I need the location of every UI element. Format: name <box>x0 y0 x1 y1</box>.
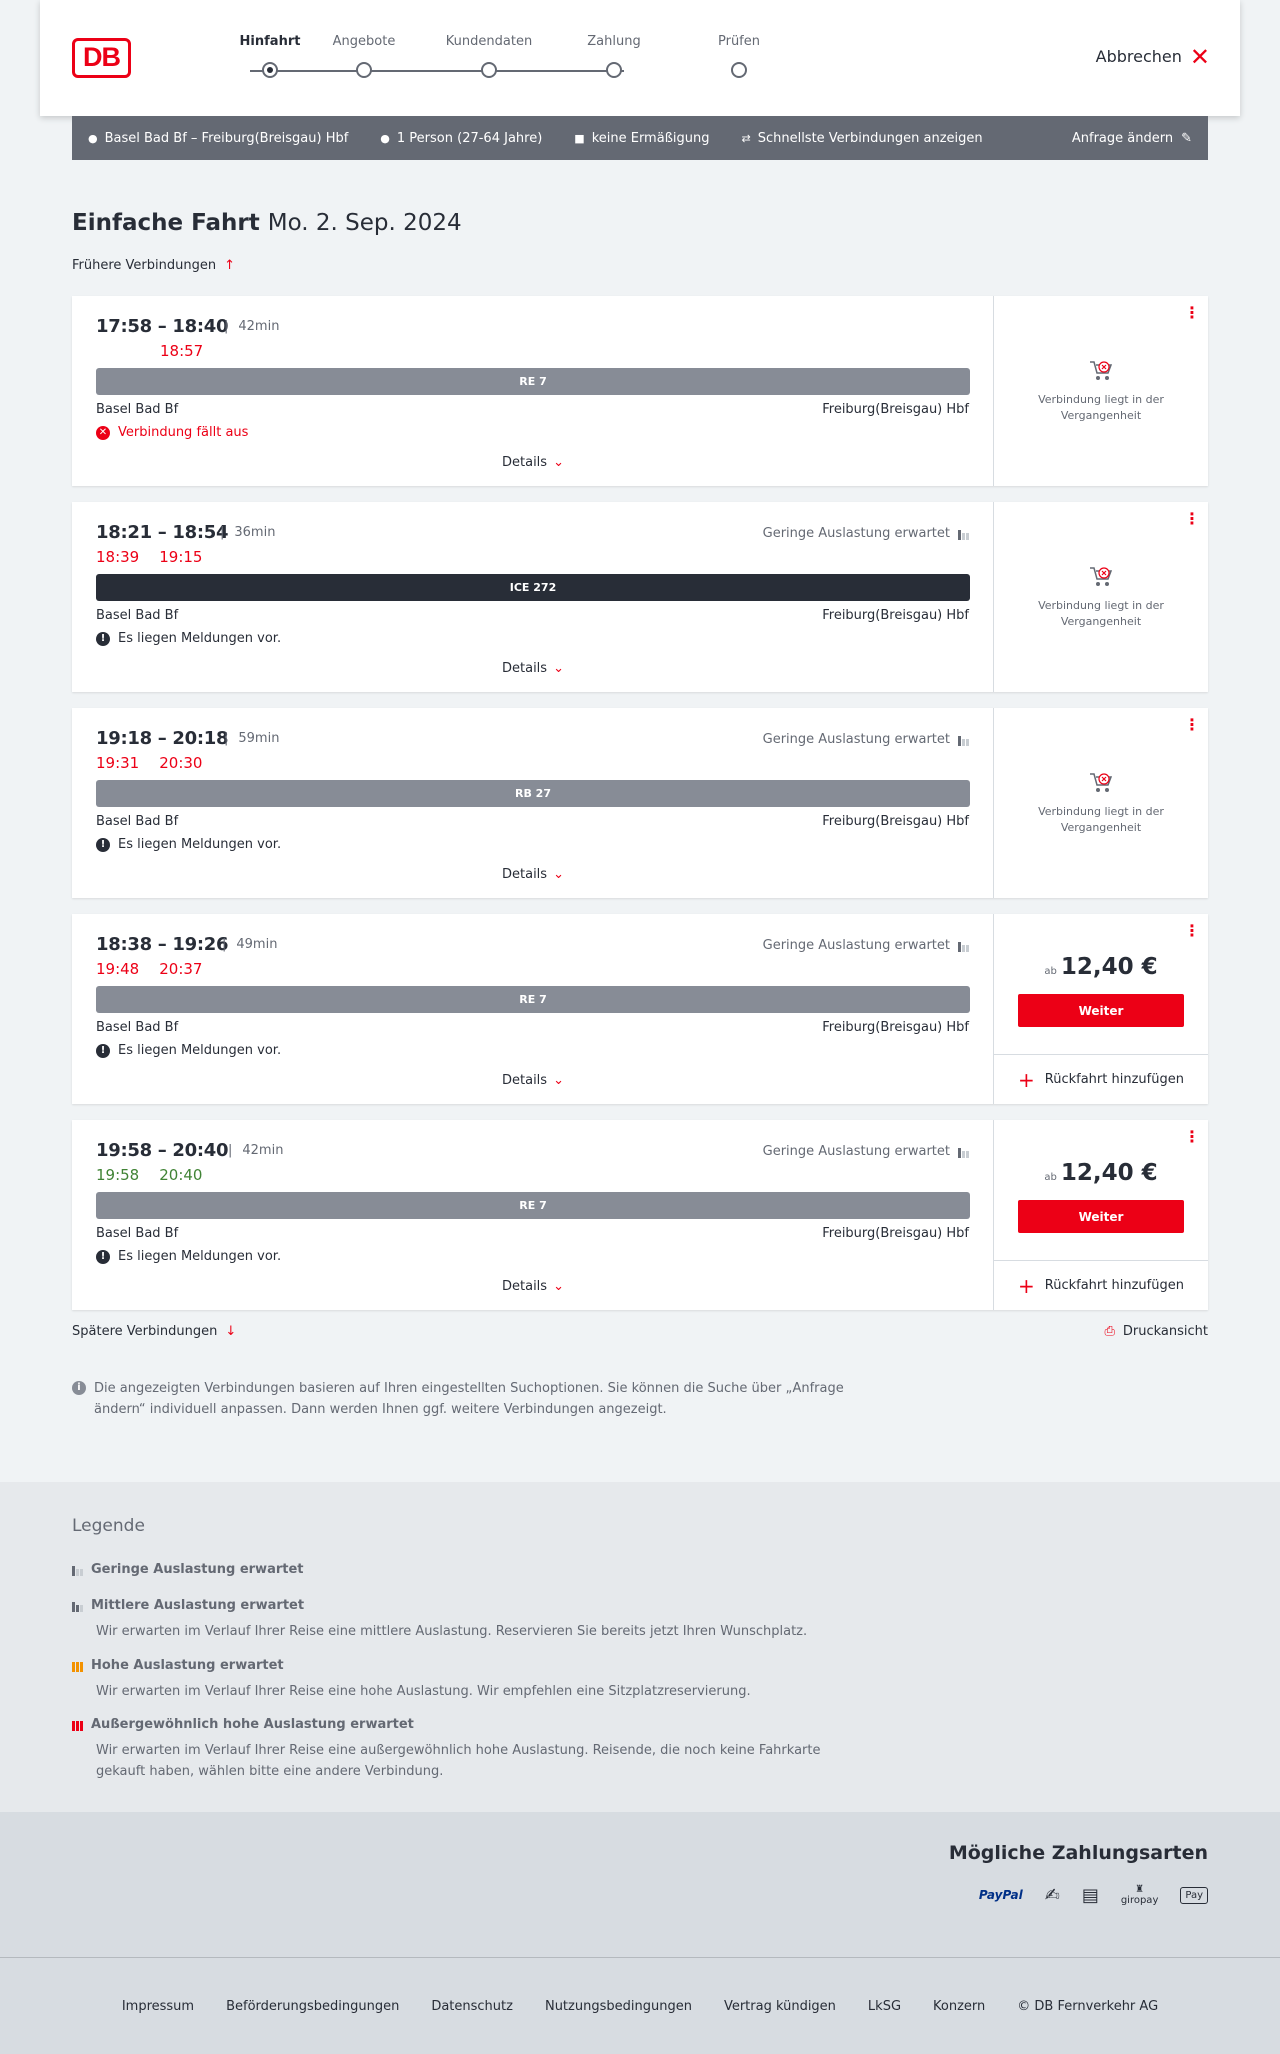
realtime-departure: 19:58 <box>96 1166 140 1184</box>
later-connections-link[interactable] <box>72 1324 236 1339</box>
step-label: Kundendaten <box>445 34 533 49</box>
change-request-button[interactable] <box>1072 131 1192 146</box>
offer-panel <box>994 914 1208 1104</box>
connection-info[interactable] <box>72 914 994 1104</box>
search-info-note <box>72 1378 852 1420</box>
more-options-icon[interactable]: ⋮ <box>1184 715 1200 734</box>
destination-station: Freiburg(Breisgau) Hbf <box>822 402 969 417</box>
footer-copyright: © DB Fernverkehr AG <box>1017 1998 1159 2014</box>
connection-card <box>72 502 1208 692</box>
connection-info[interactable] <box>72 502 994 692</box>
destination-station: Freiburg(Breisgau) Hbf <box>822 1226 969 1241</box>
step-dot <box>606 62 622 78</box>
step-zahlung <box>554 34 674 78</box>
legend-item-desc: Wir erwarten im Verlauf Ihrer Reise eine außergewöhnlich hohe Auslastung. Reisende, die noch keine Fahrkarte gekauft haben, wählen bitte eine andere Verbindung. <box>96 1743 821 1779</box>
fastest-info <box>741 131 982 146</box>
details-label: Details <box>502 661 548 676</box>
chevron-down-icon: ⌄ <box>553 1279 564 1294</box>
add-return-button[interactable] <box>994 1260 1208 1310</box>
connection-card <box>72 914 1208 1104</box>
notice-message <box>96 1249 281 1264</box>
payment-methods <box>0 1812 1280 1957</box>
price-amount: 12,40 € <box>1060 954 1158 980</box>
train-bar: RE 7 <box>96 1192 970 1219</box>
details-label: Details <box>502 867 548 882</box>
info-icon: i <box>72 1381 86 1395</box>
connection-info[interactable] <box>72 1120 994 1310</box>
notice-message <box>96 1043 281 1058</box>
route-info <box>88 131 348 146</box>
paypal-icon: PayPal <box>978 1888 1023 1902</box>
legend-item-medium <box>72 1598 872 1642</box>
destination-station: Freiburg(Breisgau) Hbf <box>822 608 969 623</box>
page-title <box>72 210 462 236</box>
close-icon: ✕ <box>1189 42 1210 71</box>
realtime-arrival: 19:15 <box>159 548 203 566</box>
progress-steps <box>210 34 760 84</box>
cancelled-message <box>96 425 248 440</box>
load-text: Geringe Auslastung erwartet <box>762 938 950 953</box>
route-text: Basel Bad Bf – Freiburg(Breisgau) Hbf <box>104 130 349 146</box>
planned-times: 19:18 – 20:18 <box>96 728 229 749</box>
planned-times: 19:58 – 20:40 <box>96 1140 229 1161</box>
apple-pay-icon <box>1180 1887 1208 1904</box>
legend-item-title: Mittlere Auslastung erwartet <box>91 1598 305 1613</box>
legend-item-title: Geringe Auslastung erwartet <box>91 1562 304 1577</box>
continue-button[interactable]: Weiter <box>1018 1200 1184 1233</box>
step-dot <box>356 62 372 78</box>
step-label: Hinfahrt <box>239 34 301 49</box>
change-label: Anfrage ändern <box>1071 130 1174 146</box>
message-text: Es liegen Meldungen vor. <box>118 837 282 852</box>
cart-unavailable-icon <box>1089 772 1113 794</box>
past-text: Verbindung liegt in der Vergangenheit <box>1038 805 1164 834</box>
apple-pay-label: Pay <box>1185 1889 1203 1901</box>
realtime-departure: 19:31 <box>96 754 140 772</box>
more-options-icon[interactable]: ⋮ <box>1184 1127 1200 1146</box>
load-text: Geringe Auslastung erwartet <box>762 526 950 541</box>
price-prefix: ab <box>1044 1172 1057 1183</box>
connection-info[interactable] <box>72 708 994 898</box>
payment-title: Mögliche Zahlungsarten <box>948 1842 1208 1864</box>
load-indicator <box>763 1144 969 1159</box>
high-load-icon <box>72 1660 83 1672</box>
chevron-down-icon: ⌄ <box>553 455 564 470</box>
alert-icon: ! <box>96 838 110 852</box>
details-toggle[interactable] <box>72 455 994 470</box>
traveller-info <box>380 131 542 146</box>
legend-item-high <box>72 1658 872 1702</box>
notice-message <box>96 837 281 852</box>
discount-text: keine Ermäßigung <box>591 130 710 146</box>
realtime-arrival: 20:30 <box>159 754 203 772</box>
sepa-icon: ▤ <box>1081 1884 1099 1906</box>
print-view-link[interactable] <box>1104 1324 1208 1339</box>
trip-type: Einfache Fahrt <box>72 210 260 236</box>
alert-icon: ! <box>96 1044 110 1058</box>
planned-times: 18:21 – 18:54 <box>96 522 229 543</box>
price-prefix: ab <box>1044 966 1057 977</box>
legend-item-desc: Wir erwarten im Verlauf Ihrer Reise eine mittlere Auslastung. Reservieren Sie bereits jetzt Ihren Wunschplatz. <box>96 1624 808 1639</box>
footer-link-impressum[interactable]: Impressum <box>121 1998 195 2014</box>
legend-title: Legende <box>72 1516 145 1536</box>
connection-card <box>72 1120 1208 1310</box>
more-options-icon[interactable]: ⋮ <box>1184 921 1200 940</box>
duration <box>222 937 277 952</box>
header <box>40 0 1240 116</box>
print-label: Druckansicht <box>1122 1324 1208 1339</box>
bahncard-icon: ■ <box>574 131 585 145</box>
person-icon: ● <box>380 131 390 145</box>
footer-link-konzern[interactable]: Konzern <box>933 1998 986 2014</box>
destination-station: Freiburg(Breisgau) Hbf <box>822 1020 969 1035</box>
planned-times: 17:58 – 18:40 <box>96 316 229 337</box>
details-toggle[interactable] <box>72 867 994 882</box>
arrow-down-icon: ↓ <box>225 1324 237 1339</box>
load-indicator <box>763 938 969 953</box>
train-bar: RB 27 <box>96 780 970 807</box>
cancelled-icon: ✕ <box>96 426 110 440</box>
cart-unavailable-icon <box>1089 360 1113 382</box>
cancel-label: Abbrechen <box>1095 47 1182 66</box>
connection-card <box>72 296 1208 486</box>
step-pruefen <box>679 34 799 78</box>
realtime <box>96 342 203 360</box>
realtime <box>96 548 202 566</box>
message-text: Es liegen Meldungen vor. <box>118 631 282 646</box>
traveller-text: 1 Person (27-64 Jahre) <box>396 130 543 146</box>
realtime <box>96 1166 202 1184</box>
legend-section <box>0 1482 1280 1812</box>
offer-panel <box>994 296 1208 486</box>
planned-times: 18:38 – 19:26 <box>96 934 229 955</box>
details-label: Details <box>502 1279 548 1294</box>
footer-link-lksg[interactable]: LkSG <box>867 1998 902 2014</box>
plus-icon: + <box>1018 1273 1035 1298</box>
train-bar: RE 7 <box>96 986 970 1013</box>
origin-station: Basel Bad Bf <box>96 608 179 623</box>
price <box>994 954 1208 980</box>
realtime-arrival: 20:37 <box>159 960 203 978</box>
past-text: Verbindung liegt in der Vergangenheit <box>1038 393 1164 422</box>
discount-info <box>574 131 709 146</box>
footer <box>0 1957 1280 2054</box>
low-load-icon <box>72 1564 83 1576</box>
duration-text: 49min <box>236 937 278 952</box>
legend-item-title: Außergewöhnlich hohe Auslastung erwartet <box>91 1717 414 1732</box>
location-pin-icon: ● <box>88 131 98 145</box>
low-load-icon <box>958 734 969 746</box>
step-label: Prüfen <box>717 34 760 49</box>
chevron-down-icon: ⌄ <box>553 867 564 882</box>
realtime-arrival: 20:40 <box>159 1166 203 1184</box>
cancel-button[interactable] <box>1095 42 1210 71</box>
train-bar: ICE 272 <box>96 574 970 601</box>
legend-item-title: Hohe Auslastung erwartet <box>91 1658 284 1673</box>
note-text: Die angezeigten Verbindungen basieren auf Ihren eingestellten Suchoptionen. Sie können die Suche über „Anfrage ändern“ individuell anpassen. Dann werden Ihnen ggf. weitere Verbindungen angezeigt. <box>94 1381 844 1417</box>
step-dot <box>731 62 747 78</box>
legend-item-low <box>72 1562 872 1577</box>
realtime-departure: 18:39 <box>96 548 140 566</box>
low-load-icon <box>958 528 969 540</box>
details-toggle[interactable] <box>72 1279 994 1294</box>
trip-date: Mo. 2. Sep. 2024 <box>267 210 462 236</box>
realtime <box>96 754 202 772</box>
train-bar: RE 7 <box>96 368 970 395</box>
duration <box>224 731 279 746</box>
message-text: Es liegen Meldungen vor. <box>118 1249 282 1264</box>
step-angebote <box>304 34 424 78</box>
duration <box>220 525 275 540</box>
step-label: Angebote <box>332 34 396 49</box>
message-text: Es liegen Meldungen vor. <box>118 1043 282 1058</box>
credit-card-hand-icon: ✍ <box>1044 1884 1060 1906</box>
past-text: Verbindung liegt in der Vergangenheit <box>1038 599 1164 628</box>
step-dot <box>262 62 278 78</box>
message-text: Verbindung fällt aus <box>118 425 249 440</box>
load-text: Geringe Auslastung erwartet <box>762 1144 950 1159</box>
offer-panel <box>994 502 1208 692</box>
fastest-text: Schnellste Verbindungen anzeigen <box>757 130 983 146</box>
legend-item-extreme <box>72 1717 872 1782</box>
offer-panel <box>994 1120 1208 1310</box>
price <box>994 1160 1208 1186</box>
load-indicator <box>763 732 969 747</box>
alert-icon: ! <box>96 632 110 646</box>
footer-link-datenschutz[interactable]: Datenschutz <box>431 1998 513 2014</box>
origin-station: Basel Bad Bf <box>96 1020 179 1035</box>
add-return-button[interactable] <box>994 1054 1208 1104</box>
alert-icon: ! <box>96 1250 110 1264</box>
search-summary-bar <box>72 116 1208 160</box>
extreme-load-icon <box>72 1719 83 1731</box>
past-connection-info <box>994 566 1208 630</box>
step-kundendaten <box>429 34 549 78</box>
footer-link-nutzungsbedingungen[interactable]: Nutzungsbedingungen <box>544 1998 692 2014</box>
later-label: Spätere Verbindungen <box>72 1324 218 1339</box>
add-return-label: Rückfahrt hinzufügen <box>1044 1072 1184 1087</box>
chevron-down-icon: ⌄ <box>553 1073 564 1088</box>
add-return-label: Rückfahrt hinzufügen <box>1044 1278 1184 1293</box>
medium-load-icon <box>72 1600 83 1612</box>
more-options-icon[interactable]: ⋮ <box>1184 509 1200 528</box>
more-options-icon[interactable]: ⋮ <box>1184 303 1200 322</box>
details-toggle[interactable] <box>72 661 994 676</box>
pencil-icon: ✎ <box>1181 130 1192 146</box>
past-connection-info <box>994 772 1208 836</box>
load-text: Geringe Auslastung erwartet <box>762 732 950 747</box>
duration-text: 59min <box>238 731 280 746</box>
footer-link-befoerderungsbedingungen[interactable]: Beförderungsbedingungen <box>226 1998 400 2014</box>
plus-icon: + <box>1018 1067 1035 1092</box>
origin-station: Basel Bad Bf <box>96 402 179 417</box>
continue-button[interactable]: Weiter <box>1018 994 1184 1027</box>
low-load-icon <box>958 940 969 952</box>
realtime <box>96 960 202 978</box>
printer-icon: ⎙ <box>1104 1324 1115 1339</box>
chevron-down-icon: ⌄ <box>553 661 564 676</box>
step-label: Zahlung <box>587 34 641 49</box>
swap-icon: ⇄ <box>741 131 751 145</box>
duration <box>228 1143 283 1158</box>
earlier-connections-link[interactable] <box>72 258 235 273</box>
giropay-label: giropay <box>1120 1895 1159 1906</box>
cart-unavailable-icon <box>1089 566 1113 588</box>
details-label: Details <box>502 1073 548 1088</box>
duration <box>224 319 279 334</box>
offer-panel <box>994 708 1208 898</box>
load-indicator <box>763 526 969 541</box>
past-connection-info <box>994 360 1208 424</box>
earlier-label: Frühere Verbindungen <box>72 258 217 273</box>
realtime-arrival: 18:57 <box>160 342 204 360</box>
giropay-icon: ♜ giropay <box>1120 1884 1159 1906</box>
details-label: Details <box>502 455 548 470</box>
arrow-up-icon: ↑ <box>224 258 235 273</box>
connection-info[interactable] <box>72 296 994 486</box>
realtime-departure <box>96 342 140 360</box>
notice-message <box>96 631 281 646</box>
payment-icons <box>979 1884 1208 1906</box>
footer-link-vertrag-kuendigen[interactable]: Vertrag kündigen <box>723 1998 836 2014</box>
realtime-departure: 19:48 <box>96 960 140 978</box>
origin-station: Basel Bad Bf <box>96 1226 179 1241</box>
step-dot <box>481 62 497 78</box>
duration-text: 42min <box>242 1143 284 1158</box>
details-toggle[interactable] <box>72 1073 994 1088</box>
price-amount: 12,40 € <box>1060 1160 1158 1186</box>
duration-text: 42min <box>238 319 280 334</box>
db-logo[interactable]: DB <box>72 38 131 78</box>
duration-text: 36min <box>234 525 276 540</box>
legend-item-desc: Wir erwarten im Verlauf Ihrer Reise eine hohe Auslastung. Wir empfehlen eine Sitzplatzreservierung. <box>96 1684 751 1699</box>
low-load-icon <box>958 1146 969 1158</box>
connection-card <box>72 708 1208 898</box>
destination-station: Freiburg(Breisgau) Hbf <box>822 814 969 829</box>
origin-station: Basel Bad Bf <box>96 814 179 829</box>
